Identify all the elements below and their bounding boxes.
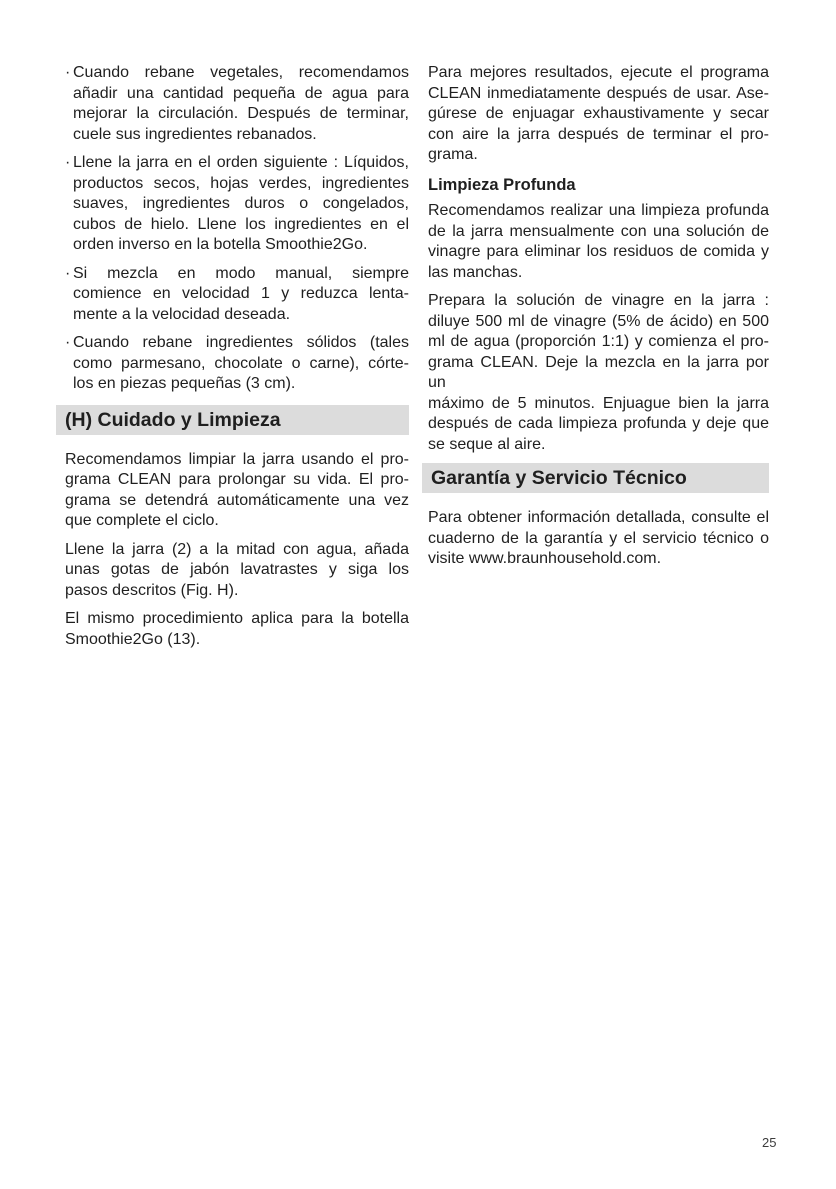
paragraph-vinegar-solution: Prepara la solución de vinagre en la jarra : diluye 500 ml de vinagre (5% de ácido) en 500 ml de agua (proporción 1:1) y comienza el pro- grama CLEAN. Deje la mezcla en la jarra por un máximo de 5 minutos. Enjuague bien la jarra después de cada limpieza profunda y deje que se seque al aire. xyxy=(428,292,769,453)
paragraph-clean-program: Recomendamos limpiar la jarra usando el pro- grama CLEAN para prolongar su vida. El pro- grama se detendrá automáticamente una vez que complete el ciclo. xyxy=(65,450,409,529)
page-number: 25 xyxy=(762,1135,777,1150)
bullet-item xyxy=(65,264,409,326)
section-header-cuidado-y-limpieza: (H) Cuidado y Limpieza xyxy=(56,405,409,435)
bullet-dot-icon: · xyxy=(65,64,71,81)
paragraph-monthly-deep-clean: Recomendamos realizar una limpieza profunda de la jarra mensualmente con una solución de vinagre para eliminar los residuos de comida y las manchas. xyxy=(428,202,769,281)
bullet-item xyxy=(65,153,409,256)
subheading-limpieza-profunda: Limpieza Profunda xyxy=(428,175,576,194)
bullet-text-filling-order: Llene la jarra en el orden siguiente : Líquidos, productos secos, hojas verdes, ingredientes suaves, ingredientes duros o congelados, cubos de hielo. Llene los ingredientes en el orden inverso en la botella Smoothie2Go. xyxy=(73,154,409,253)
bullet-text-slicing-vegetables: Cuando rebane vegetales, recomendamos añadir una cantidad pequeña de agua para mejorar la circulación. Después de terminar, cuele sus ingredientes rebanados. xyxy=(73,64,409,143)
bullet-text-solid-ingredients: Cuando rebane ingredientes sólidos (tales como parmesano, chocolate o carne), córte- los en piezas pequeñas (3 cm). xyxy=(73,334,409,392)
paragraph-warranty-info: Para obtener información detallada, consulte el cuaderno de la garantía y el servicio técnico o visite www.braunhousehold.com. xyxy=(428,509,769,567)
bullet-item xyxy=(65,333,409,395)
bullet-dot-icon: · xyxy=(65,334,71,351)
bullet-item xyxy=(65,63,409,145)
bullet-text-manual-mode: Si mezcla en modo manual, siempre comience en velocidad 1 y reduzca lenta- mente a la velocidad deseada. xyxy=(73,264,409,323)
paragraph-fill-jar-soap: Llene la jarra (2) a la mitad con agua, añada unas gotas de jabón lavatrastes y siga los pasos descritos (Fig. H). xyxy=(65,540,409,599)
section-header-garantia-servicio: Garantía y Servicio Técnico xyxy=(422,463,769,493)
paragraph-smoothie2go-bottle: El mismo procedimiento aplica para la botella Smoothie2Go (13). xyxy=(65,610,409,648)
left-column xyxy=(65,63,409,658)
bullet-dot-icon: · xyxy=(65,154,71,171)
paragraph-best-results: Para mejores resultados, ejecute el programa CLEAN inmediatamente después de usar. Ase- gúrese de enjuagar exhaustivamente y secar con aire la jarra después de terminar el pro- grama. xyxy=(428,64,769,163)
bullet-dot-icon: · xyxy=(65,264,71,282)
right-column xyxy=(428,63,769,578)
